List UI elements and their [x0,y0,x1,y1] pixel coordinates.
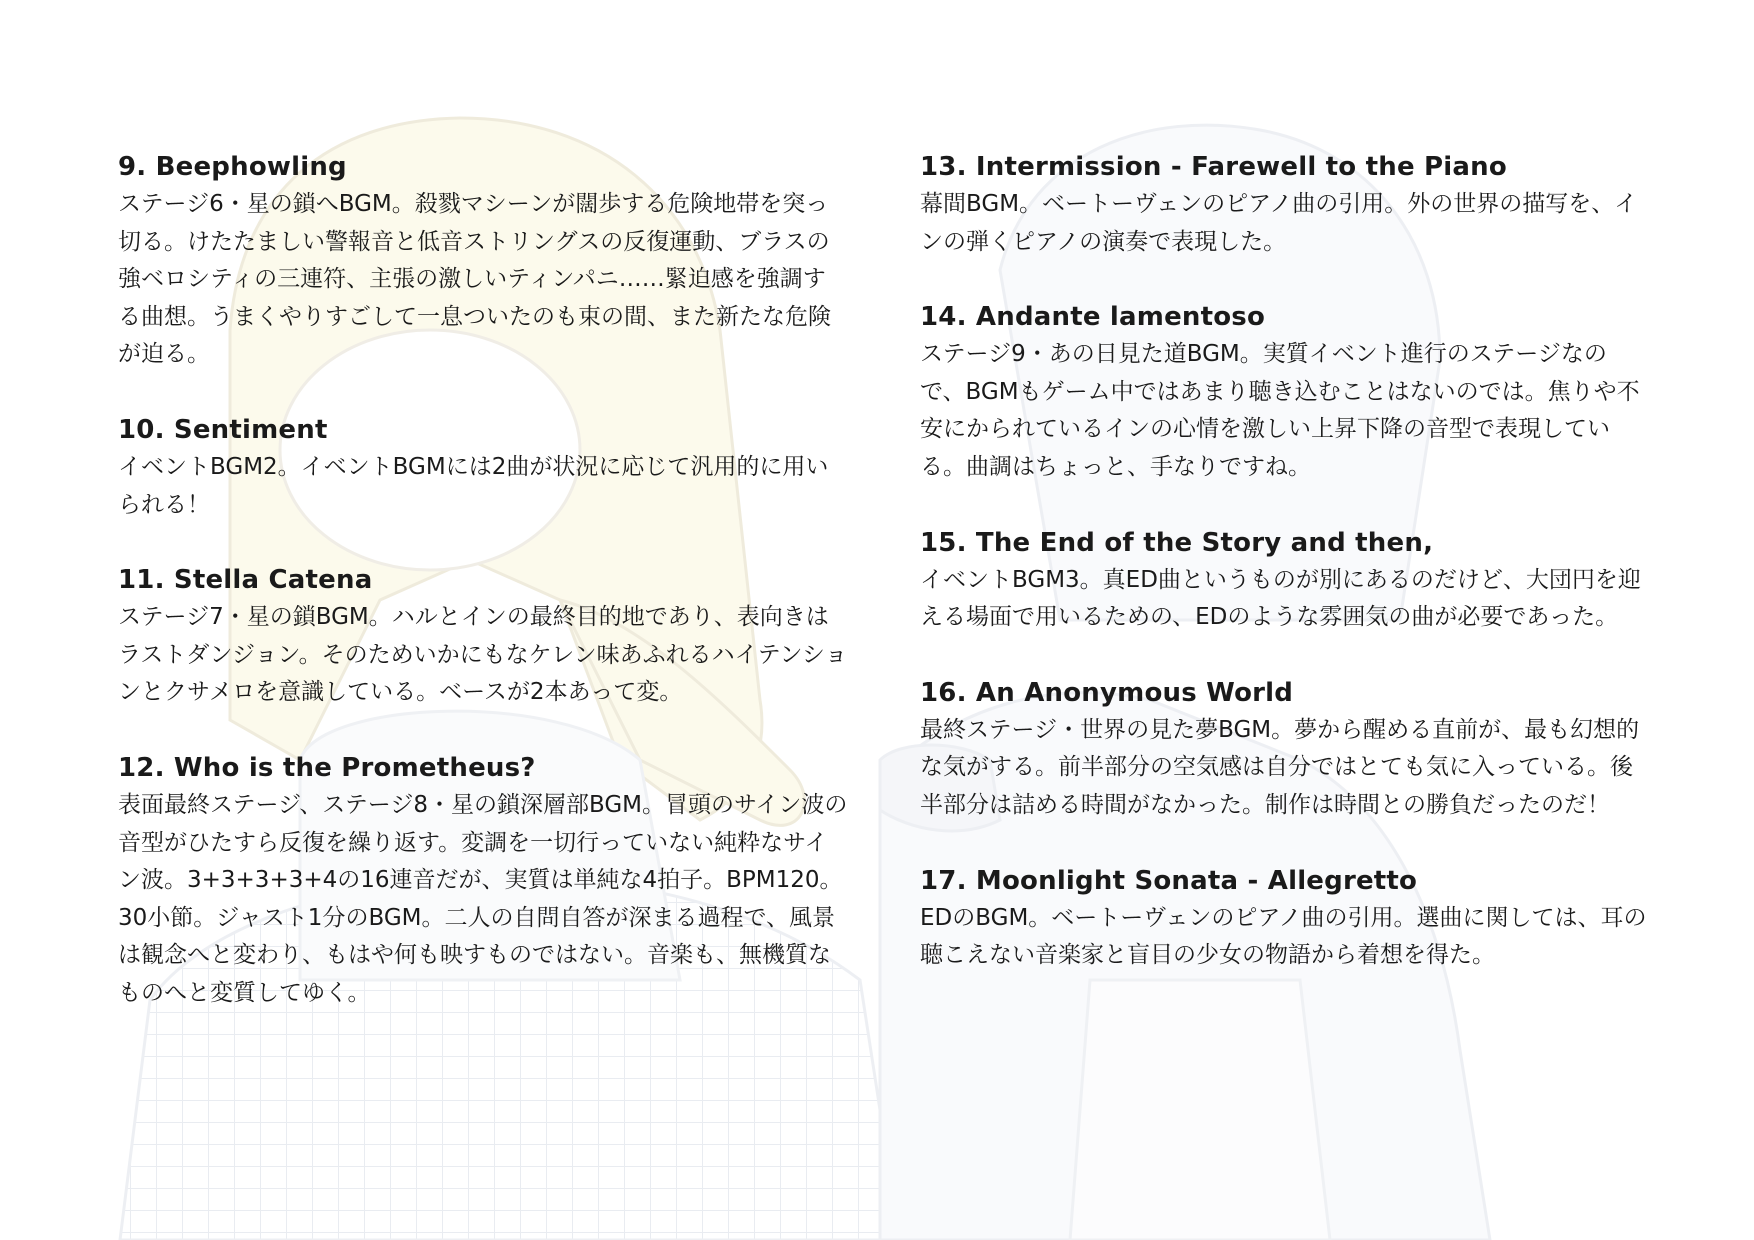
track-title: 10. Sentiment [118,414,328,445]
track-title: 11. Stella Catena [118,565,373,596]
track-description: 最終ステージ・世界の見た夢BGM。夢から醒める直前が、最も幻想的な気がする。前半部分の空気感は自分ではとても気に入っている。後半部分は詰める時間がなかった。制作は時間との勝負だったのだ！ [920,716,1640,818]
track-16 [920,674,1650,825]
track-title: 15. The End of the Story and then, [920,527,1434,558]
track-title: 12. Who is the Prometheus? [118,752,536,783]
left-column [118,148,848,1050]
track-description: 表面最終ステージ、ステージ8・星の鎖深層部BGM。冒頭のサイン波の音型がひたすら反復を繰り返す。変調を一切行っていない純粋なサイン波。3+3+3+3+4の16連音だが、実質は単純な4拍子。BPM120。30小節。ジャスト1分のBGM。二人の自問自答が深まる過程で、風景は観念へと変わり、もはや何も映すものではない。音楽も、無機質なものへと変質してゆく。 [118,791,848,1006]
track-title: 14. Andante lamentoso [920,302,1266,333]
track-description: イベントBGM3。真ED曲というものが別にあるのだけど、大団円を迎える場面で用いるための、EDのような雰囲気の曲が必要であった。 [920,566,1641,631]
track-description: 幕間BGM。ベートーヴェンのピアノ曲の引用。外の世界の描写を、インの弾くピアノの演奏で表現した。 [920,191,1638,255]
track-10 [118,411,848,524]
track-title: 13. Intermission - Farewell to the Piano [920,152,1507,182]
track-description: ステージ9・あの日見た道BGM。実質イベント進行のステージなので、BGMもゲーム中ではあまり聴き込むことはないのでは。焦りや不安にかられているインの心情を激しい上昇下降の音型で表現している。曲調はちょっと、手なりですね。 [920,341,1640,480]
right-column [920,148,1650,1012]
track-title: 17. Moonlight Sonata - Allegretto [920,865,1418,896]
track-description: ステージ7・星の鎖BGM。ハルとインの最終目的地であり、表向きはラストダンジョン。そのためいかにもなケレン味あふれるハイテンションとクサメロを意識している。ベースが2本あって変。 [118,604,848,706]
track-description: イベントBGM2。イベントBGMには2曲が状況に応じて汎用的に用いられる！ [118,453,829,518]
track-11 [118,561,848,712]
track-17 [920,862,1650,975]
track-description: EDのBGM。ベートーヴェンのピアノ曲の引用。選曲に関しては、耳の聴こえない音楽家と盲目の少女の物語から着想を得た。 [920,904,1647,969]
track-13 [920,148,1650,261]
track-title: 9. Beephowling [118,152,347,182]
track-9 [118,148,848,374]
track-15 [920,524,1650,637]
track-12 [118,749,848,1013]
track-description: ステージ6・星の鎖へBGM。殺戮マシーンが闊歩する危険地帯を突っ切る。けたたましい警報音と低音ストリングスの反復運動、ブラスの強ベロシティの三連符、主張の激しいティンパニ……緊迫感を強調する曲想。うまくやりすごして一息ついたのも束の間、また新たな危険が迫る。 [118,191,831,368]
track-title: 16. An Anonymous World [920,677,1294,708]
track-14 [920,298,1650,486]
